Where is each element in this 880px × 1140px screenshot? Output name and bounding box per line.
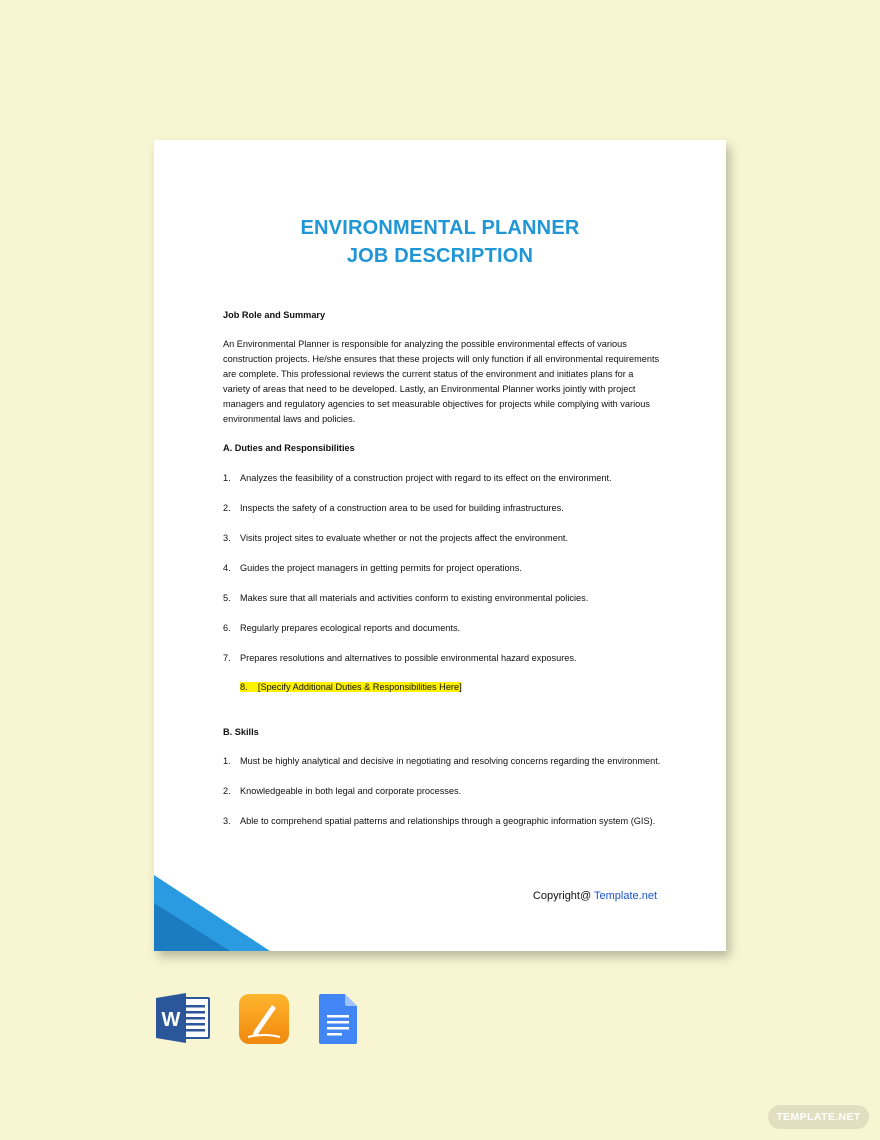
duty-number: 1. — [223, 473, 231, 483]
skill-item — [223, 754, 663, 769]
template-net-watermark: TEMPLATE.NET — [768, 1105, 869, 1129]
duty-item — [223, 591, 663, 606]
copyright-line — [533, 890, 657, 902]
skill-number: 2. — [223, 786, 231, 796]
duty-item — [223, 501, 663, 516]
duty-item — [223, 531, 663, 546]
duty-number: 4. — [223, 563, 231, 573]
duty-text: Prepares resolutions and alternatives to possible environmental hazard exposures. — [240, 653, 577, 663]
duty-text: Analyzes the feasibility of a construction project with regard to its effect on the environment. — [240, 473, 612, 483]
duty-number: 2. — [223, 503, 231, 513]
duty-number: 7. — [223, 653, 231, 663]
duty-item — [223, 651, 663, 666]
skill-text: Able to comprehend spatial patterns and relationships through a geographic information system (GIS). — [240, 816, 656, 826]
duty-number: 3. — [223, 533, 231, 543]
duty-text: Guides the project managers in getting permits for project operations. — [240, 563, 522, 573]
duty-text: [Specify Additional Duties & Responsibilities Here] — [257, 682, 462, 692]
skill-item — [223, 814, 663, 829]
summary-heading: Job Role and Summary — [223, 310, 326, 320]
duty-text: Visits project sites to evaluate whether or not the projects affect the environment. — [240, 533, 569, 543]
document-body — [223, 308, 663, 829]
duty-item-placeholder — [223, 680, 663, 695]
document-page — [154, 140, 726, 951]
duty-item — [223, 471, 663, 486]
duties-heading: A. Duties and Responsibilities — [223, 443, 355, 453]
skill-item — [223, 784, 663, 799]
duty-number: 6. — [223, 623, 231, 633]
title-line-1: ENVIRONMENTAL PLANNER — [300, 217, 580, 239]
duty-text: Regularly prepares ecological reports and documents. — [240, 623, 461, 633]
duty-item — [223, 621, 663, 636]
duty-number: 5. — [223, 593, 231, 603]
copyright-prefix: Copyright@ — [532, 890, 595, 902]
duty-item — [223, 561, 663, 576]
document-title — [154, 214, 726, 270]
word-icon[interactable] — [154, 993, 212, 1048]
skill-text: Must be highly analytical and decisive in negotiating and resolving concerns regarding the environment. — [240, 756, 661, 766]
skill-text: Knowledgeable in both legal and corporate processes. — [240, 786, 462, 796]
duty-text: Inspects the safety of a construction area to be used for building infrastructures. — [240, 503, 564, 513]
skill-number: 1. — [223, 756, 231, 766]
highlighted-duty — [240, 682, 462, 692]
copyright-link[interactable]: Template.net — [594, 890, 657, 902]
title-line-2: JOB DESCRIPTION — [346, 245, 534, 267]
duty-number: 8. — [240, 682, 248, 692]
word-letter: W — [161, 1009, 181, 1031]
summary-text: An Environmental Planner is responsible for analyzing the possible environmental effects of various construction projects. He/she ensures that these projects will only function if all environmental requirements are complete. This professional reviews the current status of the environment and initiates plans for a variety of areas that need to be developed. Lastly, an Environmental Planner works jointly with project managers and regulatory agencies to set measurable objectives for projects while complying with various environmental laws and policies. — [223, 339, 660, 424]
pages-icon[interactable] — [238, 993, 290, 1050]
duty-text: Makes sure that all materials and activities conform to existing environmental policies. — [240, 593, 589, 603]
corner-decoration — [154, 875, 274, 951]
skills-heading: B. Skills — [223, 727, 259, 737]
google-docs-icon[interactable] — [318, 993, 358, 1050]
skill-number: 3. — [223, 816, 231, 826]
